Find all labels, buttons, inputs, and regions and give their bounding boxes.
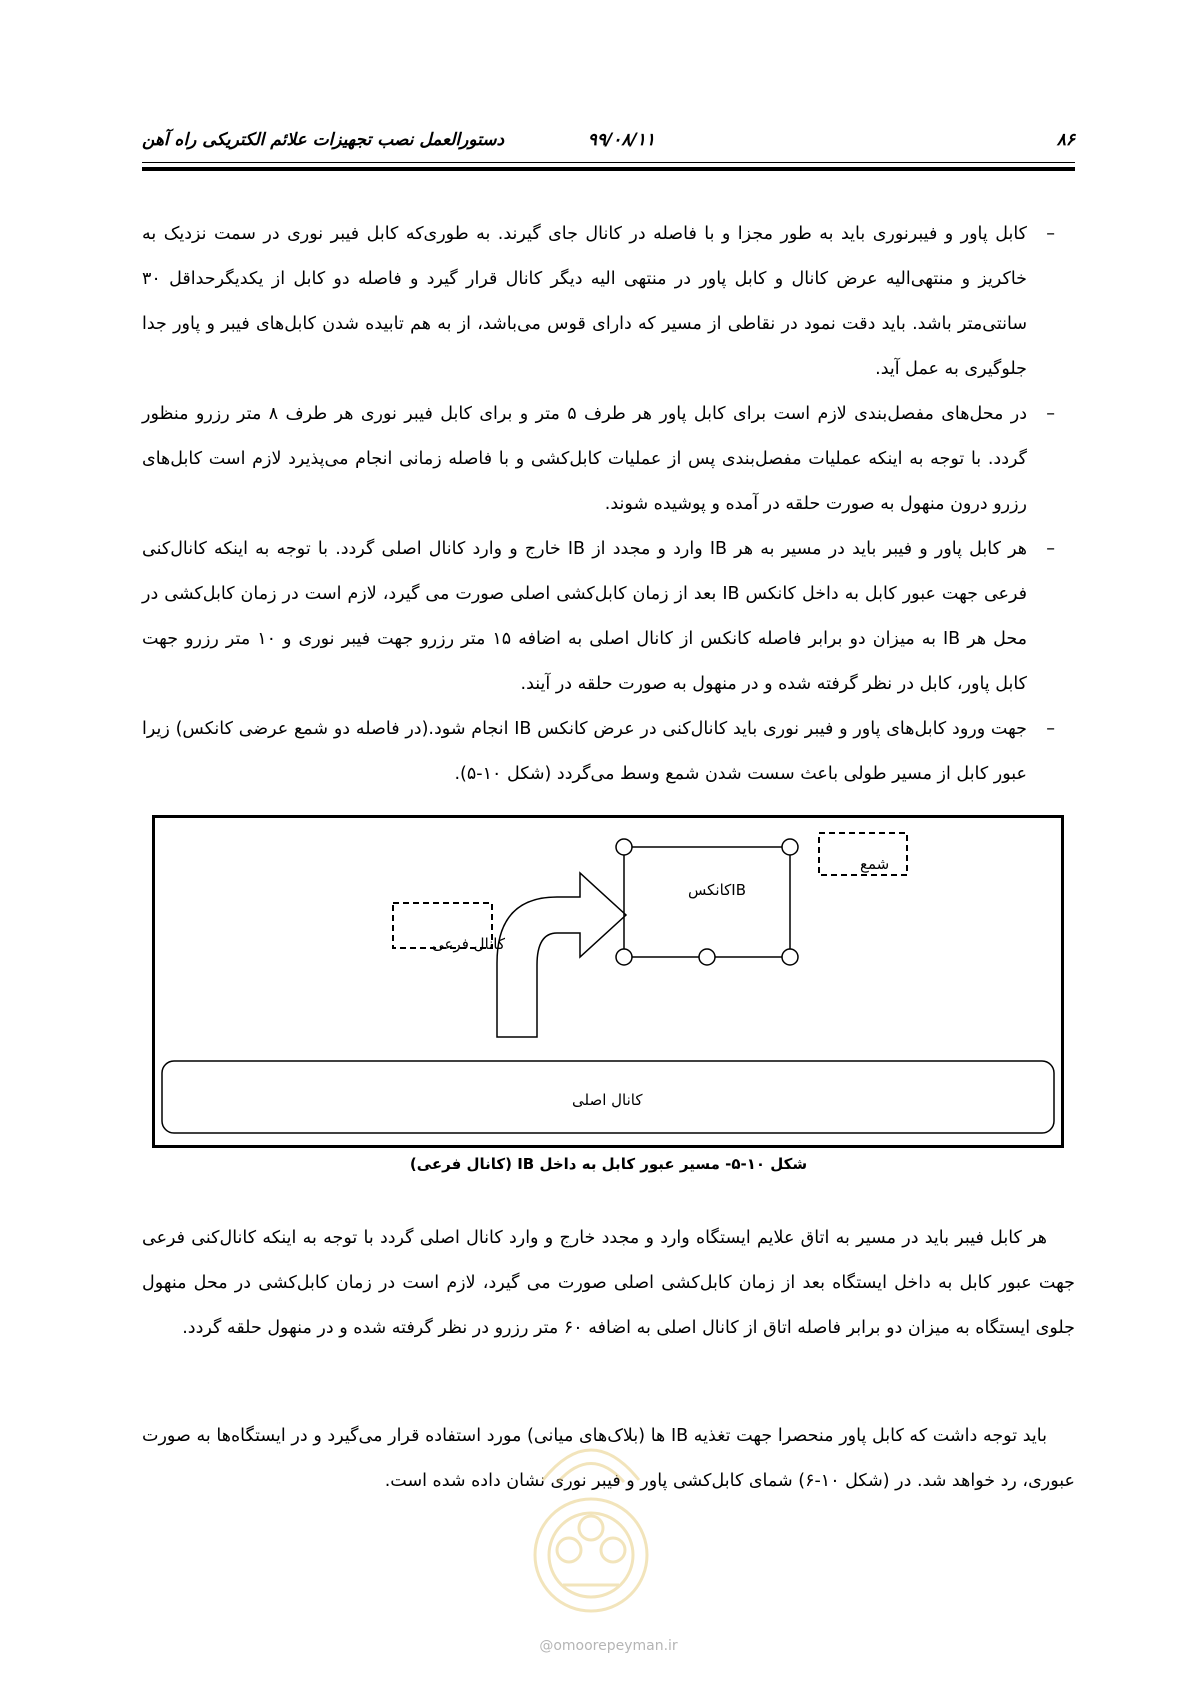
bullet-text: هر کابل پاور و فیبر باید در مسیر به هر IB وارد و مجدد از IB خارج و وارد کانال اصلی گردد. با توجه به اینکه کانال‌کنی فرعی جهت عبور کابل به داخل کانکس IB بعد از زمان کابل‌کشی اصلی صورت می گیرد، لازم است در زمان کابل‌کشی در محل هر IB به میزان دو برابر فاصله کانکس از کانال اصلی به اضافه ۱۵ متر رزرو جهت فیبر نوری و ۱۰ متر رزرو جهت کابل پاور، کابل در نظر گرفته شده و در منهول به صورت حلقه در آیند. [142, 539, 1028, 694]
bullet-text: در محل‌های مفصل‌بندی لازم است برای کابل پاور هر طرف ۵ متر و برای کابل فیبر نوری هر طرف ۸ متر رزرو منظور گردد. با توجه به اینکه عملیات مفصل‌بندی پس از عملیات کابل‌کشی و با فاصله زمانی انجام می‌پذیرد لازم است کابل‌های رزرو درون منهول به صورت حلقه در آمده و پوشیده شوند. [142, 404, 1027, 514]
page-number: ۸۶ [1056, 130, 1075, 150]
kanax-label: IBکانکس [688, 881, 747, 899]
bullet-item [142, 707, 1055, 797]
pile-circle [782, 839, 798, 855]
bullet-item [142, 392, 1055, 527]
page-header [142, 130, 1075, 158]
header-rule-thin [142, 162, 1075, 163]
pile-circle [699, 949, 715, 965]
bullet-list [142, 212, 1055, 797]
pile-circle [616, 839, 632, 855]
figure-ib-cable-route [152, 815, 1064, 1148]
bullet-dash: – [1046, 224, 1055, 244]
header-rule-thick [142, 167, 1075, 171]
body-paragraph: هر کابل فیبر باید در مسیر به اتاق علایم ایستگاه وارد و مجدد خارج و وارد کانال اصلی گردد با توجه به اینکه کانال‌کنی فرعی جهت عبور کابل به داخل ایستگاه بعد از زمان کابل‌کشی اصلی صورت می گیرد، لازم است در زمان کابل‌کشی در محل منهول جلوی ایستگاه به میزان دو برابر فاصله اتاق از کانال اصلی به اضافه ۶۰ متر رزرو در نظر گرفته شده و در منهول حلقه گردد. [142, 1227, 1075, 1338]
figure-caption: شکل ۱۰-۵- مسیر عبور کابل به داخل IB (کانال فرعی) [409, 1155, 808, 1173]
header-title: دستورالعمل نصب تجهیزات علائم الکتریکی راه آهن [142, 130, 505, 150]
bullet-text: کابل پاور و فیبرنوری باید به طور مجزا و با فاصله در کانال جای گیرند. به طوری‌که کابل فیبر نوری در سمت نزدیک به خاکریز و منتهی‌الیه عرض کانال و کابل پاور در منتهی الیه دیگر کانال قرار گیرد و فاصله دو کابل از یکدیگرحداقل ۳۰ سانتی‌متر باشد. باید دقت نمود در نقاطی از مسیر که دارای قوس می‌باشد، از به هم تابیده شدن کابل‌های فیبر و پاور جدا جلوگیری به عمل آید. [142, 224, 1027, 379]
bullet-dash: – [1046, 719, 1055, 739]
pile-label: شمع [860, 855, 890, 873]
bullet-dash: – [1046, 539, 1055, 559]
bullet-text: جهت ورود کابل‌های پاور و فیبر نوری باید کانال‌کنی در عرض کانکس IB انجام شود.(در فاصله دو شمع عرضی کانکس) زیرا عبور کابل از مسیر طولی باعث سست شدن شمع وسط می‌گردد (شکل ۱۰-۵). [142, 719, 1027, 784]
bullet-item [142, 212, 1055, 392]
kanax-box [624, 847, 790, 957]
main-channel-label: کانال اصلی [572, 1091, 643, 1109]
pile-circle [782, 949, 798, 965]
pile-circle [616, 949, 632, 965]
cable-route-arrow-icon [497, 873, 626, 1037]
header-date: ۹۹/۰۸/۱۱ [587, 130, 655, 150]
watermark-logo-icon [503, 1420, 679, 1620]
bullet-dash: – [1046, 404, 1055, 424]
watermark-url: @omoorepeyman.ir [539, 1638, 678, 1654]
branch-channel-label: کانال فرعی [432, 935, 506, 953]
body-paragraph: باید توجه داشت که کابل پاور منحصرا جهت تغذیه IB ها (بلاک‌های میانی) مورد استفاده قرار می‌گیرد و در ایستگاه‌ها به صورت عبوری، رد خواهد شد. در (شکل ۱۰-۶) شمای کابل‌کشی پاور و فیبر نوری نشان داده شده است. [142, 1425, 1075, 1491]
bullet-item [142, 527, 1055, 707]
